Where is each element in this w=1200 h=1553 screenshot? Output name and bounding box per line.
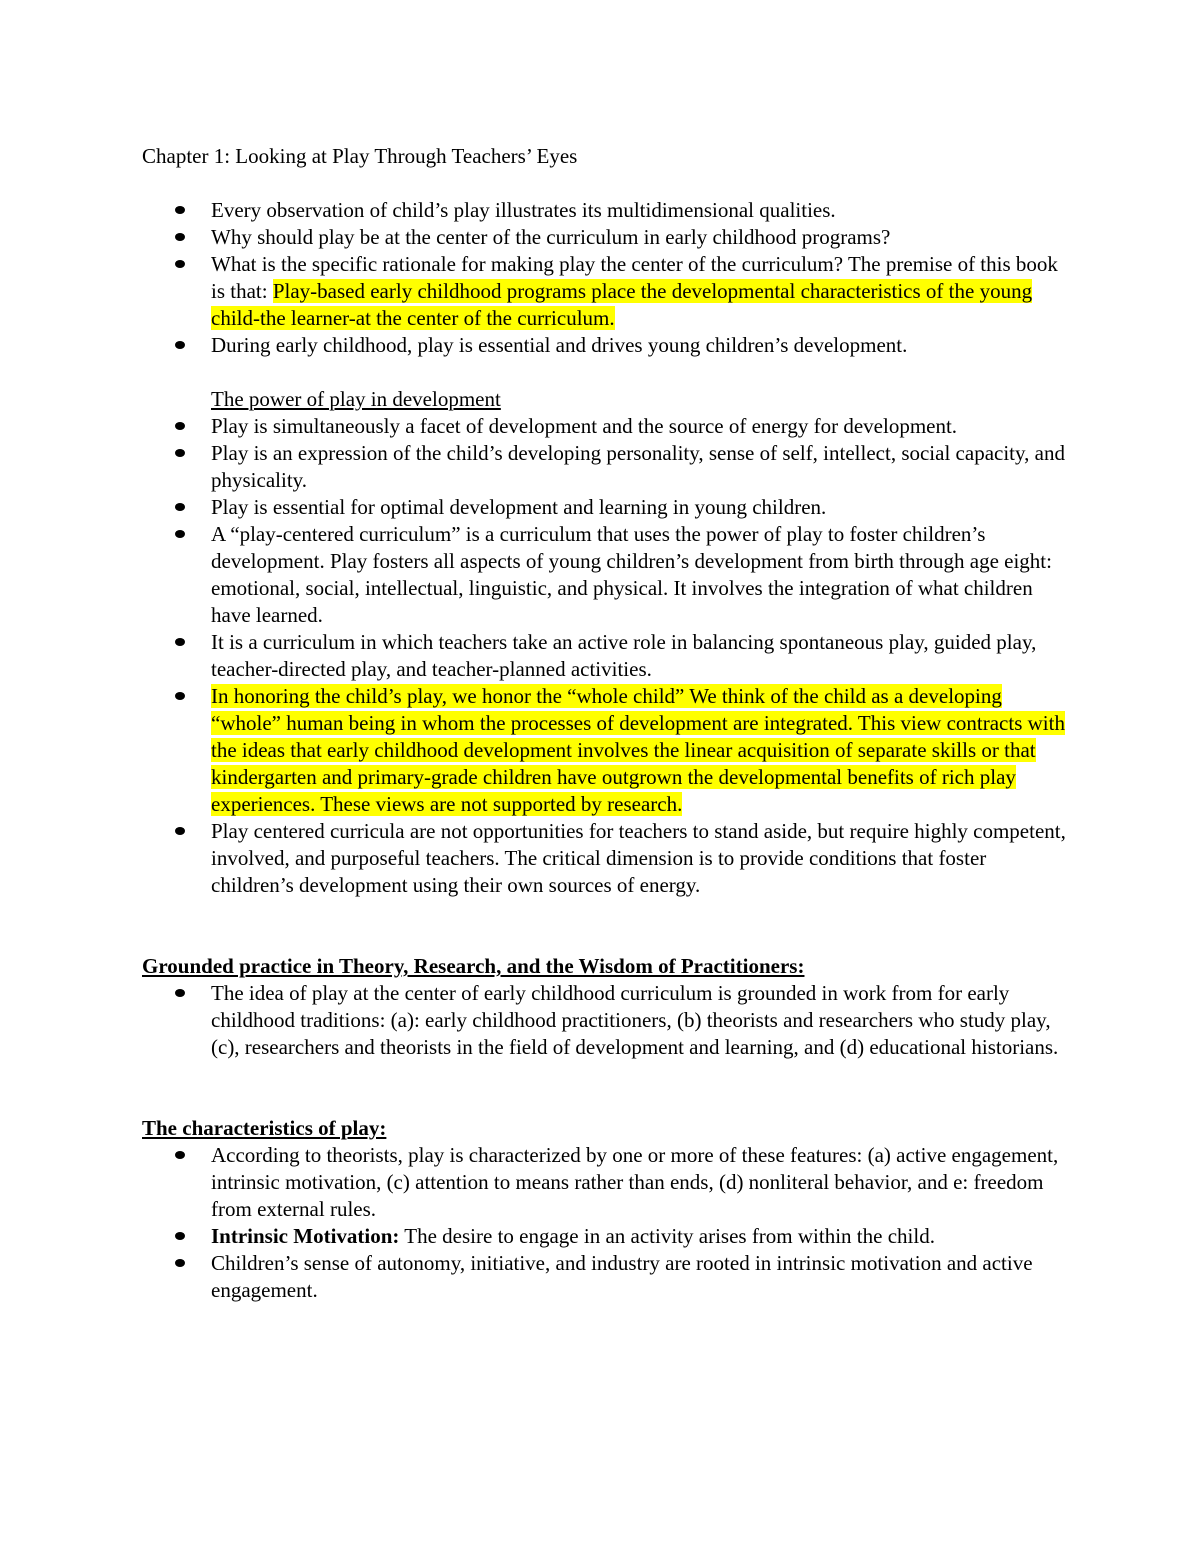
subsection-heading: The power of play in development [211, 387, 501, 411]
list-item [211, 1250, 1072, 1304]
bullet-text: Children’s sense of autonomy, initiative, and industry are rooted in intrinsic motivation and active engagement. [211, 1251, 1033, 1302]
bullet-text: Play is an expression of the child’s developing personality, sense of self, intellect, social capacity, and physicality. [211, 441, 1065, 492]
characteristics-list [142, 1142, 1072, 1304]
bullet-icon [175, 1232, 185, 1240]
list-item [211, 332, 1072, 359]
list-item [211, 413, 1072, 440]
section-heading-characteristics: The characteristics of play: [142, 1116, 387, 1140]
list-item [211, 494, 1072, 521]
list-item [211, 1223, 1072, 1250]
list-item [211, 251, 1072, 332]
spacer [142, 1061, 1072, 1115]
bullet-text: Play is simultaneously a facet of development and the source of energy for development. [211, 414, 958, 438]
bullet-text: Play centered curricula are not opportunities for teachers to stand aside, but require highly competent, involved, and purposeful teachers. The critical dimension is to provide conditions that foster children’s development using their own sources of energy. [211, 819, 1066, 897]
bullet-icon [175, 422, 185, 430]
bullet-icon [175, 341, 185, 349]
spacer [142, 899, 1072, 953]
power-list [142, 413, 1072, 899]
section-heading-grounded: Grounded practice in Theory, Research, and the Wisdom of Practitioners: [142, 954, 805, 978]
bullet-text: What is the specific rationale for making play the center of the curriculum? The premise of this book is that: [211, 252, 1058, 303]
bullet-icon [175, 1259, 185, 1267]
list-item [211, 521, 1072, 629]
list-item [211, 980, 1072, 1061]
highlighted-text: Play-based early childhood programs place the developmental characteristics of the young child-the learner-at the center of the curriculum. [211, 279, 1033, 330]
list-item [211, 197, 1072, 224]
bullet-icon [175, 638, 185, 646]
document-body [142, 143, 1072, 1304]
bold-term: Intrinsic Motivation: [211, 1224, 400, 1248]
bullet-icon [175, 1151, 185, 1159]
bullet-text: According to theorists, play is characterized by one or more of these features: (a) active engagement, intrinsic motivation, (c) attention to means rather than ends, (d) nonliteral behavior, and e: freedom from external rules. [211, 1143, 1059, 1221]
bullet-text: Why should play be at the center of the curriculum in early childhood programs? [211, 225, 891, 249]
bullet-text: Play is essential for optimal development and learning in young children. [211, 495, 827, 519]
bullet-icon [175, 827, 185, 835]
bullet-text: During early childhood, play is essential and drives young children’s development. [211, 333, 908, 357]
bullet-text: It is a curriculum in which teachers take an active role in balancing spontaneous play, guided play, teacher-directed play, and teacher-planned activities. [211, 630, 1037, 681]
bullet-icon [175, 260, 185, 268]
intro-list [142, 197, 1072, 359]
bullet-icon [175, 989, 185, 997]
bullet-text: Every observation of child’s play illustrates its multidimensional qualities. [211, 198, 836, 222]
bullet-text: The idea of play at the center of early childhood curriculum is grounded in work from for early childhood traditions: (a): early childhood practitioners, (b) theorists and researchers who study play, (c), researchers and theorists in the field of development and learning, and (d) educational historians. [211, 981, 1059, 1059]
bullet-icon [175, 233, 185, 241]
bullet-text: A “play-centered curriculum” is a curriculum that uses the power of play to foster children’s development. Play fosters all aspects of young children’s development from birth through age eight: emotional, social, intellectual, linguistic, and physical. It involves the integration of what children have learned. [211, 522, 1052, 627]
bullet-icon [175, 206, 185, 214]
list-item [211, 1142, 1072, 1223]
list-item [211, 224, 1072, 251]
bullet-icon [175, 503, 185, 511]
bullet-icon [175, 692, 185, 700]
list-item [211, 440, 1072, 494]
list-item [211, 629, 1072, 683]
grounded-list [142, 980, 1072, 1061]
bullet-icon [175, 449, 185, 457]
bullet-text: The desire to engage in an activity arises from within the child. [399, 1224, 935, 1248]
bullet-icon [175, 530, 185, 538]
chapter-title: Chapter 1: Looking at Play Through Teachers’ Eyes [142, 144, 578, 168]
list-item [211, 818, 1072, 899]
list-item [211, 683, 1072, 818]
highlighted-text: In honoring the child’s play, we honor the “whole child” We think of the child as a developing “whole” human being in whom the processes of development are integrated. This view contracts with the ideas that early childhood development involves the linear acquisition of separate skills or that kindergarten and primary-grade children have outgrown the developmental benefits of rich play experiences. These views are not supported by research. [211, 684, 1065, 816]
